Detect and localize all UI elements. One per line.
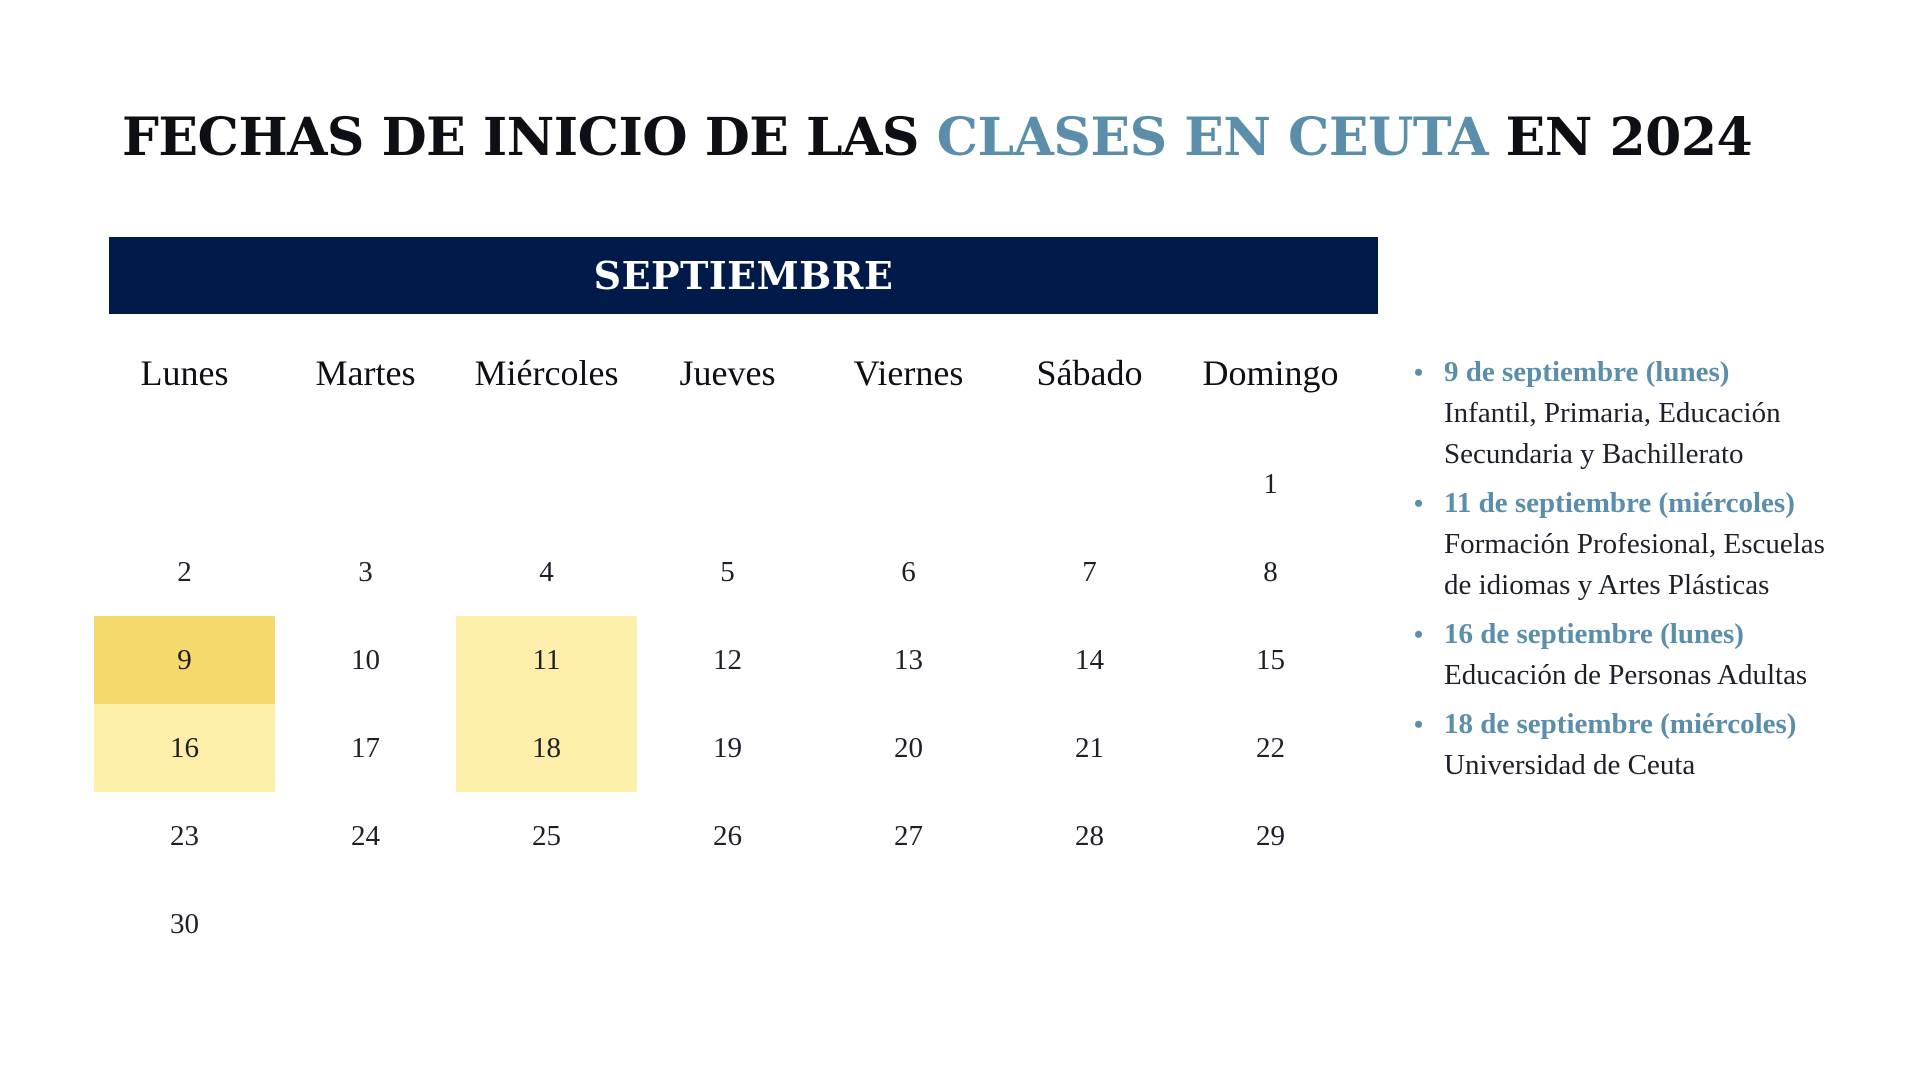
calendar-day: 20: [894, 731, 923, 764]
bullet-icon: •: [1414, 710, 1424, 739]
calendar-day: 30: [170, 907, 199, 940]
calendar-day: 23: [170, 819, 199, 852]
calendar-day: 24: [351, 819, 380, 852]
weekday-wednesday: Miércoles: [474, 353, 619, 393]
calendar-day: 2: [177, 555, 192, 588]
calendar-day: 4: [539, 555, 554, 588]
calendar-day: 10: [351, 643, 380, 676]
calendar-day: 7: [1082, 555, 1097, 588]
calendar-day: 21: [1075, 731, 1104, 764]
calendar-day: 3: [358, 555, 373, 588]
start-date-heading: [1414, 704, 1904, 745]
title-part-1: FECHAS DE INICIO DE LAS: [122, 107, 937, 168]
calendar-day: 26: [713, 819, 742, 852]
start-date-heading: [1414, 614, 1904, 655]
start-date-description: Educación de Personas Adultas: [1444, 659, 1808, 691]
bullet-icon: •: [1414, 620, 1424, 649]
start-date-label: 11 de septiembre (miércoles): [1444, 487, 1795, 519]
calendar-day: 6: [901, 555, 916, 588]
title-part-2: EN 2024: [1488, 107, 1753, 168]
calendar-day-highlighted: 9: [94, 616, 275, 704]
calendar-day-highlighted: 11: [456, 616, 637, 704]
start-date-item: [1414, 483, 1904, 606]
calendar-day: 12: [713, 643, 742, 676]
bullet-icon: •: [1414, 358, 1424, 387]
start-date-item: [1414, 614, 1904, 696]
weekday-saturday: Sábado: [1036, 353, 1143, 393]
start-date-description: Formación Profesional, Escuelas: [1444, 528, 1825, 560]
start-date-description: Universidad de Ceuta: [1444, 749, 1696, 781]
start-date-description: de idiomas y Artes Plásticas: [1444, 569, 1770, 601]
start-date-heading: [1414, 483, 1904, 524]
weekday-sunday: Domingo: [1202, 353, 1339, 393]
weekday-thursday: Jueves: [679, 353, 776, 393]
calendar-day: 19: [713, 731, 742, 764]
calendar-day: 13: [894, 643, 923, 676]
start-date-description: Infantil, Primaria, Educación: [1444, 397, 1781, 429]
calendar-day: 15: [1256, 643, 1285, 676]
weekday-monday: Lunes: [140, 353, 229, 393]
start-dates-list: [1414, 352, 1904, 794]
start-date-label: 18 de septiembre (miércoles): [1444, 708, 1797, 740]
page-title: [122, 104, 1752, 172]
calendar-day: 17: [351, 731, 380, 764]
calendar-day: 27: [894, 819, 923, 852]
start-date-label: 16 de septiembre (lunes): [1444, 618, 1744, 650]
start-date-heading: [1414, 352, 1904, 393]
start-date-label: 9 de septiembre (lunes): [1444, 356, 1730, 388]
calendar-day: 28: [1075, 819, 1104, 852]
calendar-day: 5: [720, 555, 735, 588]
calendar-grid: [94, 440, 1362, 968]
weekday-friday: Viernes: [853, 353, 964, 393]
calendar-day: 14: [1075, 643, 1104, 676]
calendar-day: 8: [1263, 555, 1278, 588]
calendar-day-highlighted: 18: [456, 704, 637, 792]
calendar-day-highlighted: 16: [94, 704, 275, 792]
bullet-icon: •: [1414, 489, 1424, 518]
start-date-description: Secundaria y Bachillerato: [1444, 438, 1744, 470]
start-date-item: [1414, 704, 1904, 786]
calendar-day: 1: [1263, 467, 1278, 500]
calendar-day: 25: [532, 819, 561, 852]
start-date-item: [1414, 352, 1904, 475]
weekday-header-row: [94, 348, 1390, 398]
month-header: SEPTIEMBRE: [109, 237, 1378, 314]
calendar-day: 29: [1256, 819, 1285, 852]
weekday-tuesday: Martes: [315, 353, 416, 393]
title-accent: CLASES EN CEUTA: [936, 107, 1489, 168]
calendar-day: 22: [1256, 731, 1285, 764]
